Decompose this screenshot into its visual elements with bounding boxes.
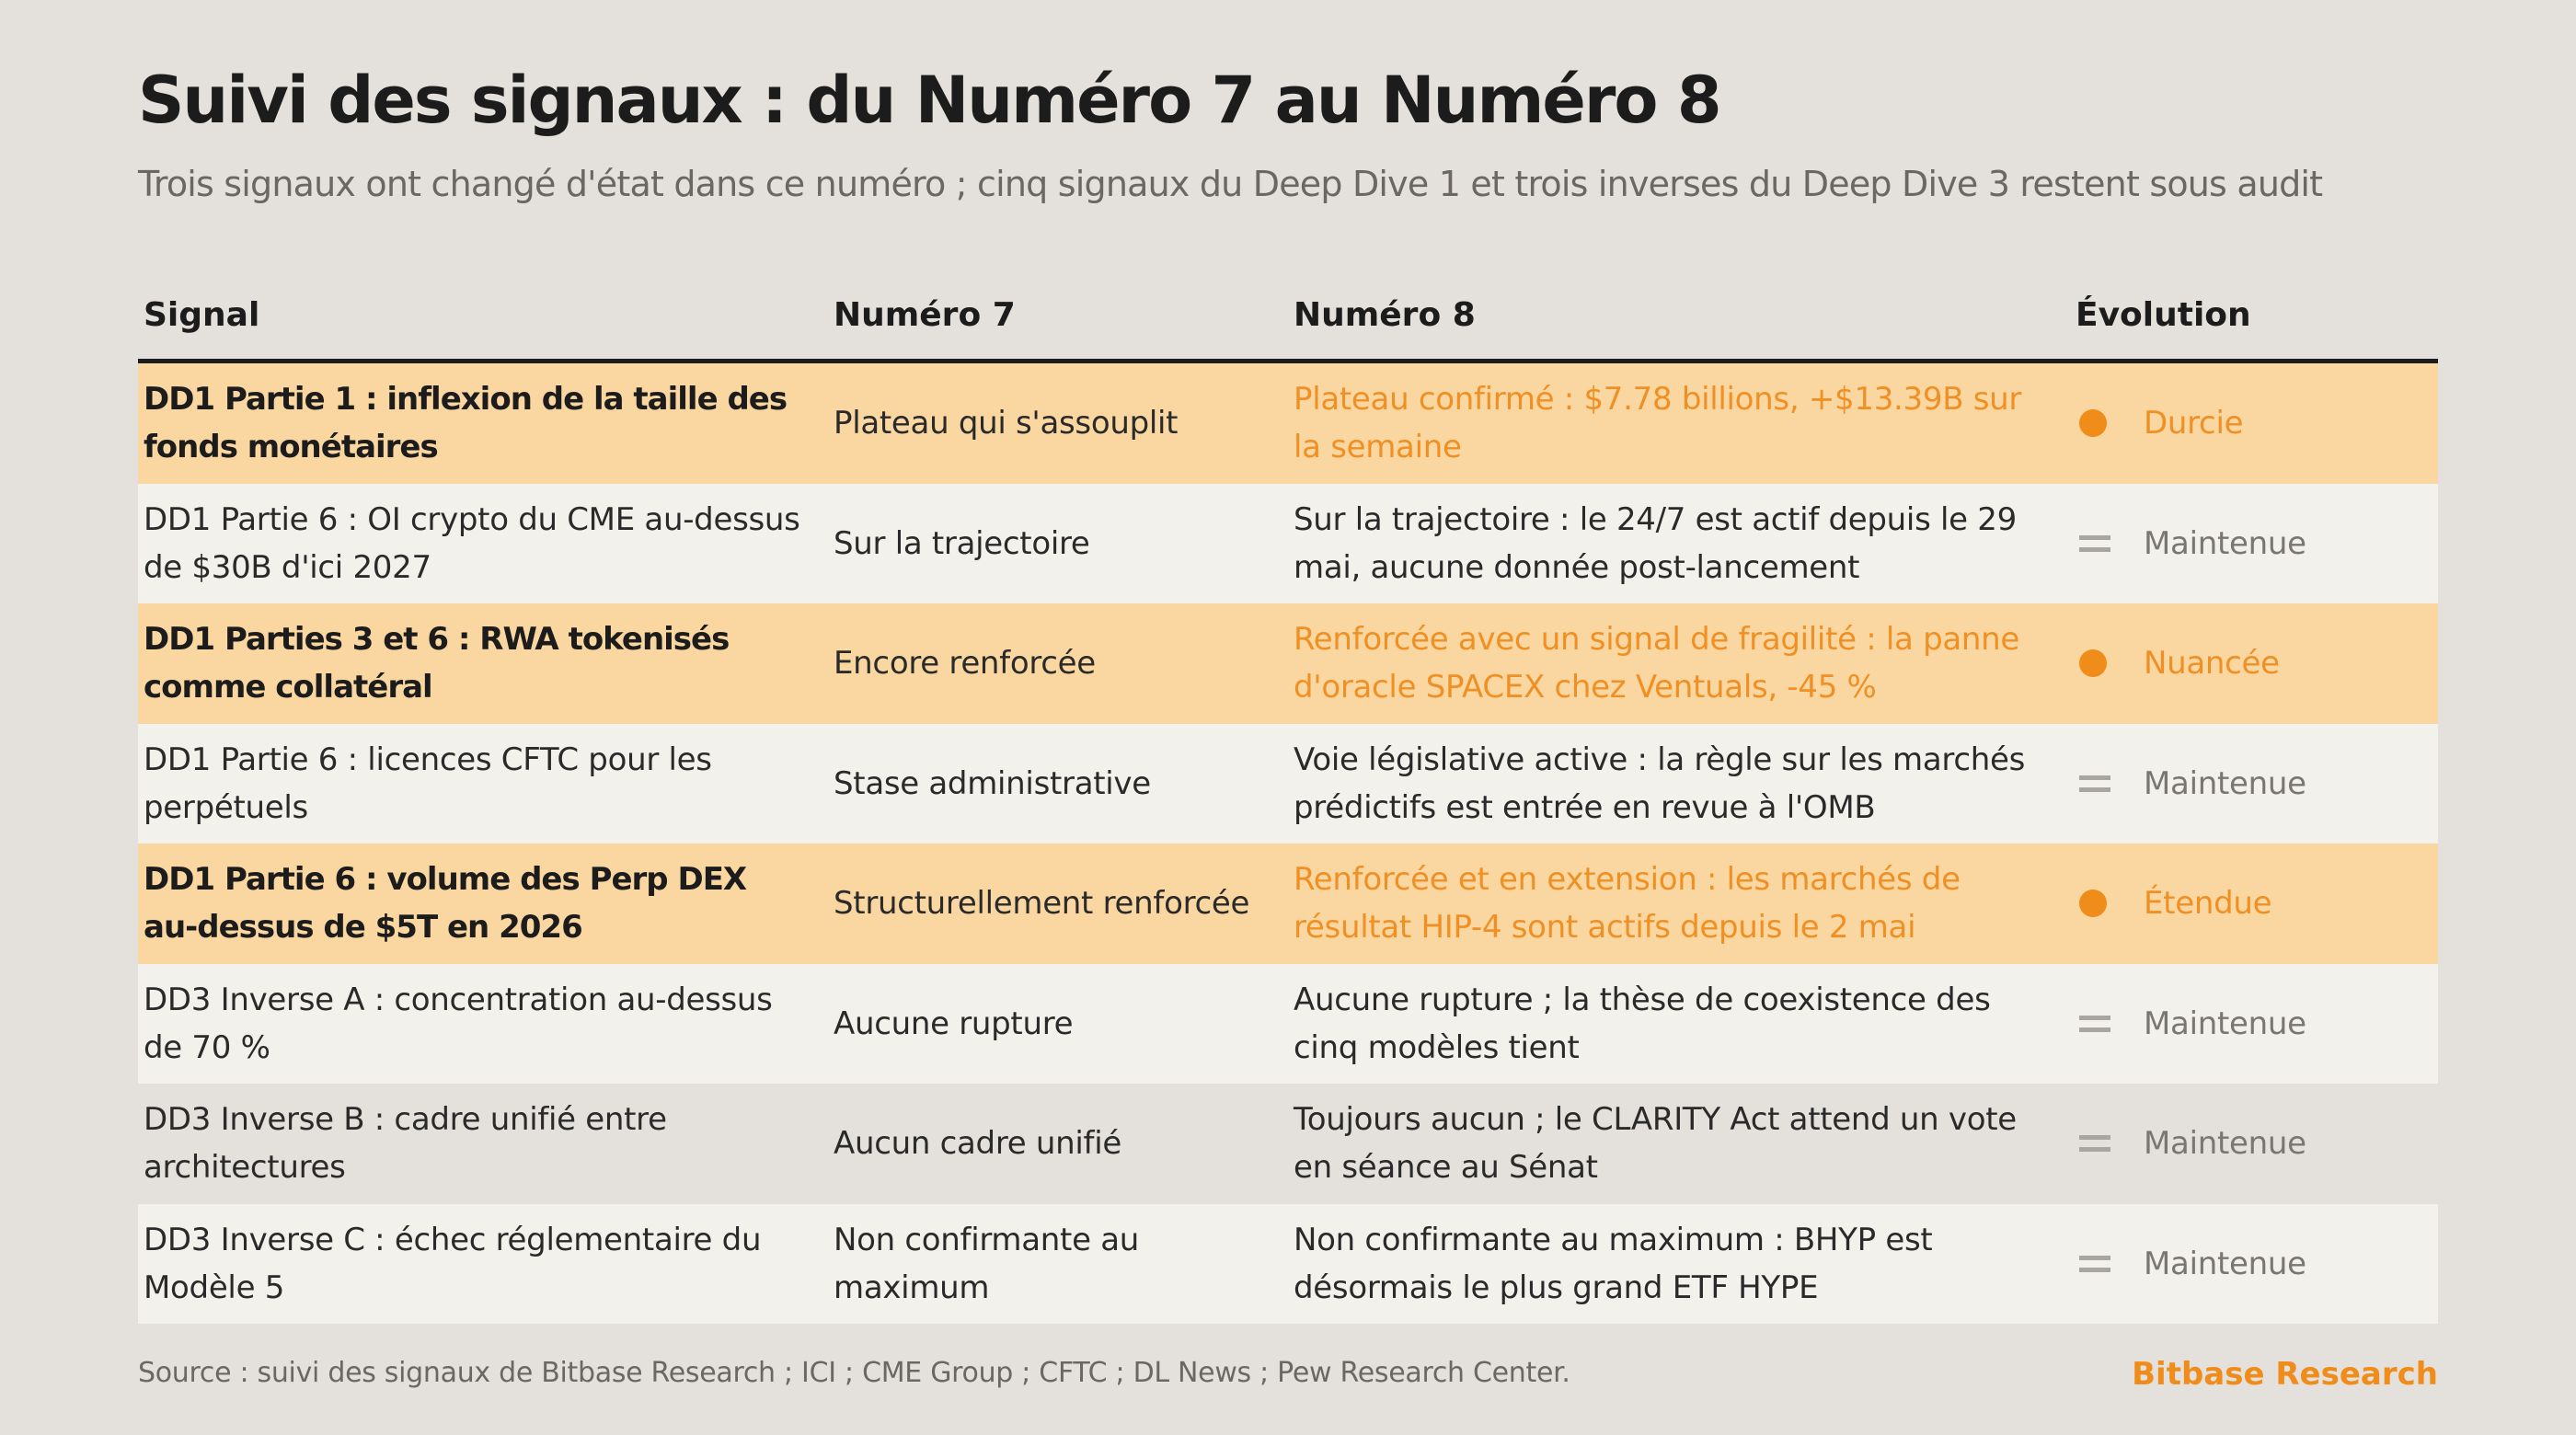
table-header: [138, 271, 2438, 363]
evolution-label: Nuancée: [2144, 645, 2280, 683]
table-row: [138, 1204, 2438, 1325]
cell-signal: DD1 Partie 6 : volume des Perp DEX au-dessus de $5T en 2026: [144, 861, 747, 947]
evolution-label: Durcie: [2144, 405, 2244, 442]
cell-numero-7: Sur la trajectoire: [834, 524, 1090, 562]
source-note: Source : suivi des signaux de Bitbase Research ; ICI ; CME Group ; CFTC ; DL News ; Pew Research Center.: [138, 1357, 1570, 1389]
evolution-label: Maintenue: [2144, 1004, 2306, 1042]
cell-numero-7: Encore renforcée: [834, 645, 1096, 683]
equals-icon: [2079, 534, 2110, 554]
cell-signal: DD1 Parties 3 et 6 : RWA tokenisés comme collatéral: [144, 621, 730, 706]
orange-dot-icon: [2079, 649, 2107, 677]
equals-icon: [2079, 1014, 2110, 1034]
cell-numero-8: Plateau confirmé : $7.78 billions, +$13.39B sur la semaine: [1294, 381, 2022, 466]
page-title: Suivi des signaux : du Numéro 7 au Numéro 8: [138, 63, 1720, 138]
cell-numero-7: Aucun cadre unifié: [834, 1125, 1121, 1163]
cell-numero-8: Sur la trajectoire : le 24/7 est actif depuis le 29 mai, aucune donnée post-lancement: [1294, 500, 2017, 586]
cell-signal: DD3 Inverse A : concentration au-dessus de 70 %: [144, 981, 773, 1066]
cell-evolution: [2070, 399, 2438, 447]
cell-evolution: [2070, 1119, 2438, 1167]
cell-numero-8: Toujours aucun ; le CLARITY Act attend un vote en séance au Sénat: [1294, 1101, 2017, 1187]
cell-signal: DD1 Partie 6 : OI crypto du CME au-dessus de $30B d'ici 2027: [144, 500, 800, 586]
orange-dot-icon: [2079, 890, 2107, 917]
header-numero-7: Numéro 7: [834, 296, 1016, 334]
table-row: [138, 964, 2438, 1085]
page-subtitle: Trois signaux ont changé d'état dans ce numéro ; cinq signaux du Deep Dive 1 et trois inverses du Deep Dive 3 restent sous audit: [138, 164, 2323, 204]
table-row: [138, 363, 2438, 484]
orange-dot-icon: [2079, 409, 2107, 437]
evolution-label: Maintenue: [2144, 1125, 2306, 1163]
header-numero-8: Numéro 8: [1294, 296, 1476, 334]
cell-numero-7: Plateau qui s'assouplit: [834, 405, 1179, 442]
equals-icon: [2079, 1254, 2110, 1274]
evolution-label: Maintenue: [2144, 764, 2306, 802]
table-row: [138, 724, 2438, 844]
cell-signal: DD3 Inverse B : cadre unifié entre architectures: [144, 1101, 667, 1187]
cell-numero-8: Renforcée avec un signal de fragilité : la panne d'oracle SPACEX chez Ventuals, -45 %: [1294, 621, 2020, 706]
table-row: [138, 844, 2438, 964]
cell-numero-8: Non confirmante au maximum : BHYP est désormais le plus grand ETF HYPE: [1294, 1221, 1933, 1306]
table-row: [138, 1084, 2438, 1204]
cell-evolution: [2070, 639, 2438, 687]
cell-signal: DD3 Inverse C : échec réglementaire du Modèle 5: [144, 1221, 762, 1306]
table-row: [138, 484, 2438, 604]
table-row: [138, 603, 2438, 724]
cell-evolution: [2070, 1240, 2438, 1288]
cell-evolution: [2070, 760, 2438, 808]
brand-logo-text: Bitbase Research: [2132, 1356, 2438, 1393]
cell-signal: DD1 Partie 6 : licences CFTC pour les perpétuels: [144, 740, 712, 826]
cell-numero-7: Aucune rupture: [834, 1004, 1074, 1042]
evolution-label: Étendue: [2144, 885, 2272, 923]
cell-numero-7: Stase administrative: [834, 764, 1151, 802]
cell-evolution: [2070, 520, 2438, 568]
signals-table: [138, 271, 2438, 1324]
cell-numero-8: Voie législative active : la règle sur les marchés prédictifs est entrée en revue à l'OMB: [1294, 740, 2026, 826]
cell-evolution: [2070, 879, 2438, 927]
cell-numero-7: Non confirmante au maximum: [834, 1221, 1139, 1306]
cell-numero-8: Renforcée et en extension : les marchés de résultat HIP-4 sont actifs depuis le 2 mai: [1294, 861, 1961, 947]
cell-numero-7: Structurellement renforcée: [834, 885, 1250, 923]
equals-icon: [2079, 774, 2110, 794]
cell-numero-8: Aucune rupture ; la thèse de coexistence des cinq modèles tient: [1294, 981, 1991, 1066]
evolution-label: Maintenue: [2144, 524, 2306, 562]
header-evolution: Évolution: [2076, 296, 2251, 334]
equals-icon: [2079, 1133, 2110, 1154]
cell-signal: DD1 Partie 1 : inflexion de la taille des fonds monétaires: [144, 381, 788, 466]
evolution-label: Maintenue: [2144, 1245, 2306, 1282]
header-signal: Signal: [144, 296, 260, 334]
cell-evolution: [2070, 1000, 2438, 1048]
